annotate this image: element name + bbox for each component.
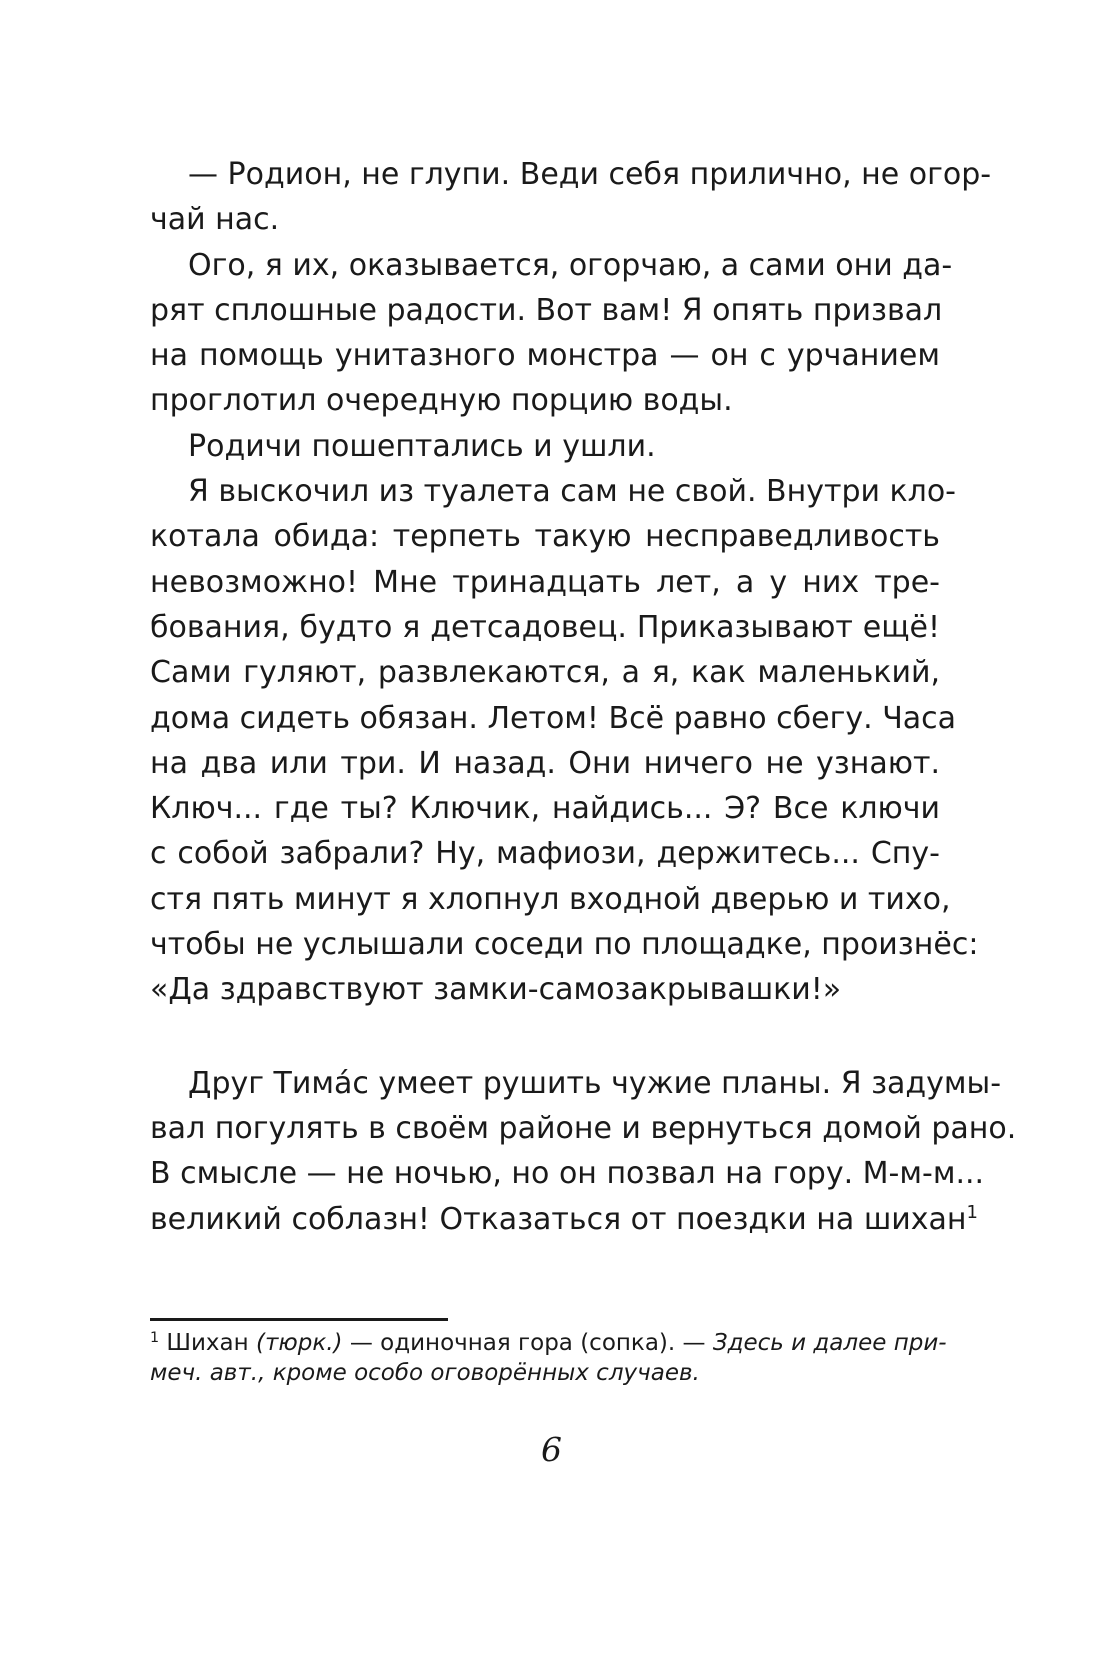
text-line: с собой забрали? Ну, мафиози, держитесь... Спу-	[150, 836, 940, 872]
footnote-marker: 1	[150, 1330, 160, 1347]
section-break	[150, 1013, 940, 1061]
text-line: вал погулять в своём районе и вернуться домой рано.	[150, 1110, 1017, 1146]
text-line: «Да здравствуют замки-самозакрывашки!»	[150, 972, 842, 1008]
text-line: бования, будто я детсадовец. Приказывают ещё!	[150, 609, 940, 645]
text-line: дома сидеть обязан. Летом! Всё равно сбегу. Часа	[150, 700, 957, 736]
text-line: Я выскочил из туалета сам не свой. Внутри кло-	[188, 474, 957, 510]
text-line-with-footnote	[150, 1197, 978, 1242]
text-line: Ого, я их, оказывается, огорчаю, а сами они да-	[188, 247, 953, 283]
text-line: чтобы не услышали соседи по площадке, произнёс:	[150, 927, 979, 963]
footnote-separator	[150, 1318, 448, 1321]
text-line: чай нас.	[150, 202, 280, 238]
text-line: рят сплошные радости. Вот вам! Я опять призвал	[150, 292, 943, 328]
footnote-note: Здесь и далее при-	[712, 1330, 947, 1356]
text-line: невозможно! Мне тринадцать лет, а у них тре-	[150, 564, 940, 600]
footnote	[150, 1328, 947, 1388]
footnote-word: Шихан	[166, 1330, 249, 1356]
footnote-origin: (тюрк.)	[256, 1330, 343, 1356]
footnote-line	[150, 1328, 947, 1358]
text-line: проглотил очередную порцию воды.	[150, 383, 733, 419]
footnote-reference[interactable]: 1	[966, 1201, 978, 1223]
text-line: котала обида: терпеть такую несправедливость	[150, 519, 940, 555]
page-number: 6	[541, 1430, 562, 1469]
footnote-definition: — одиночная гора (сопка). —	[342, 1330, 713, 1356]
text-line: Родичи пошептались и ушли.	[188, 428, 656, 464]
text-line: стя пять минут я хлопнул входной дверью и тихо,	[150, 881, 951, 917]
body-text	[150, 152, 1017, 1242]
text-line: — Родион, не глупи. Веди себя прилично, не огор-	[188, 157, 992, 192]
text-line: на помощь унитазного монстра — он с урчанием	[150, 338, 940, 374]
text-line: на два или три. И назад. Они ничего не узнают.	[150, 745, 940, 781]
text-line: великий соблазн! Отказаться от поездки на шихан	[150, 1201, 967, 1237]
footnote-line: меч. авт., кроме особо оговорённых случаев.	[150, 1360, 700, 1386]
text-line: В смысле — не ночью, но он позвал на гору. М-м-м...	[150, 1156, 985, 1192]
text-line: Ключ... где ты? Ключик, найдись... Э? Все ключи	[150, 791, 940, 827]
text-line: Сами гуляют, развлекаются, а я, как маленький,	[150, 655, 940, 691]
text-line: Друг Тима́с умеет рушить чужие планы. Я задумы-	[188, 1065, 1002, 1101]
